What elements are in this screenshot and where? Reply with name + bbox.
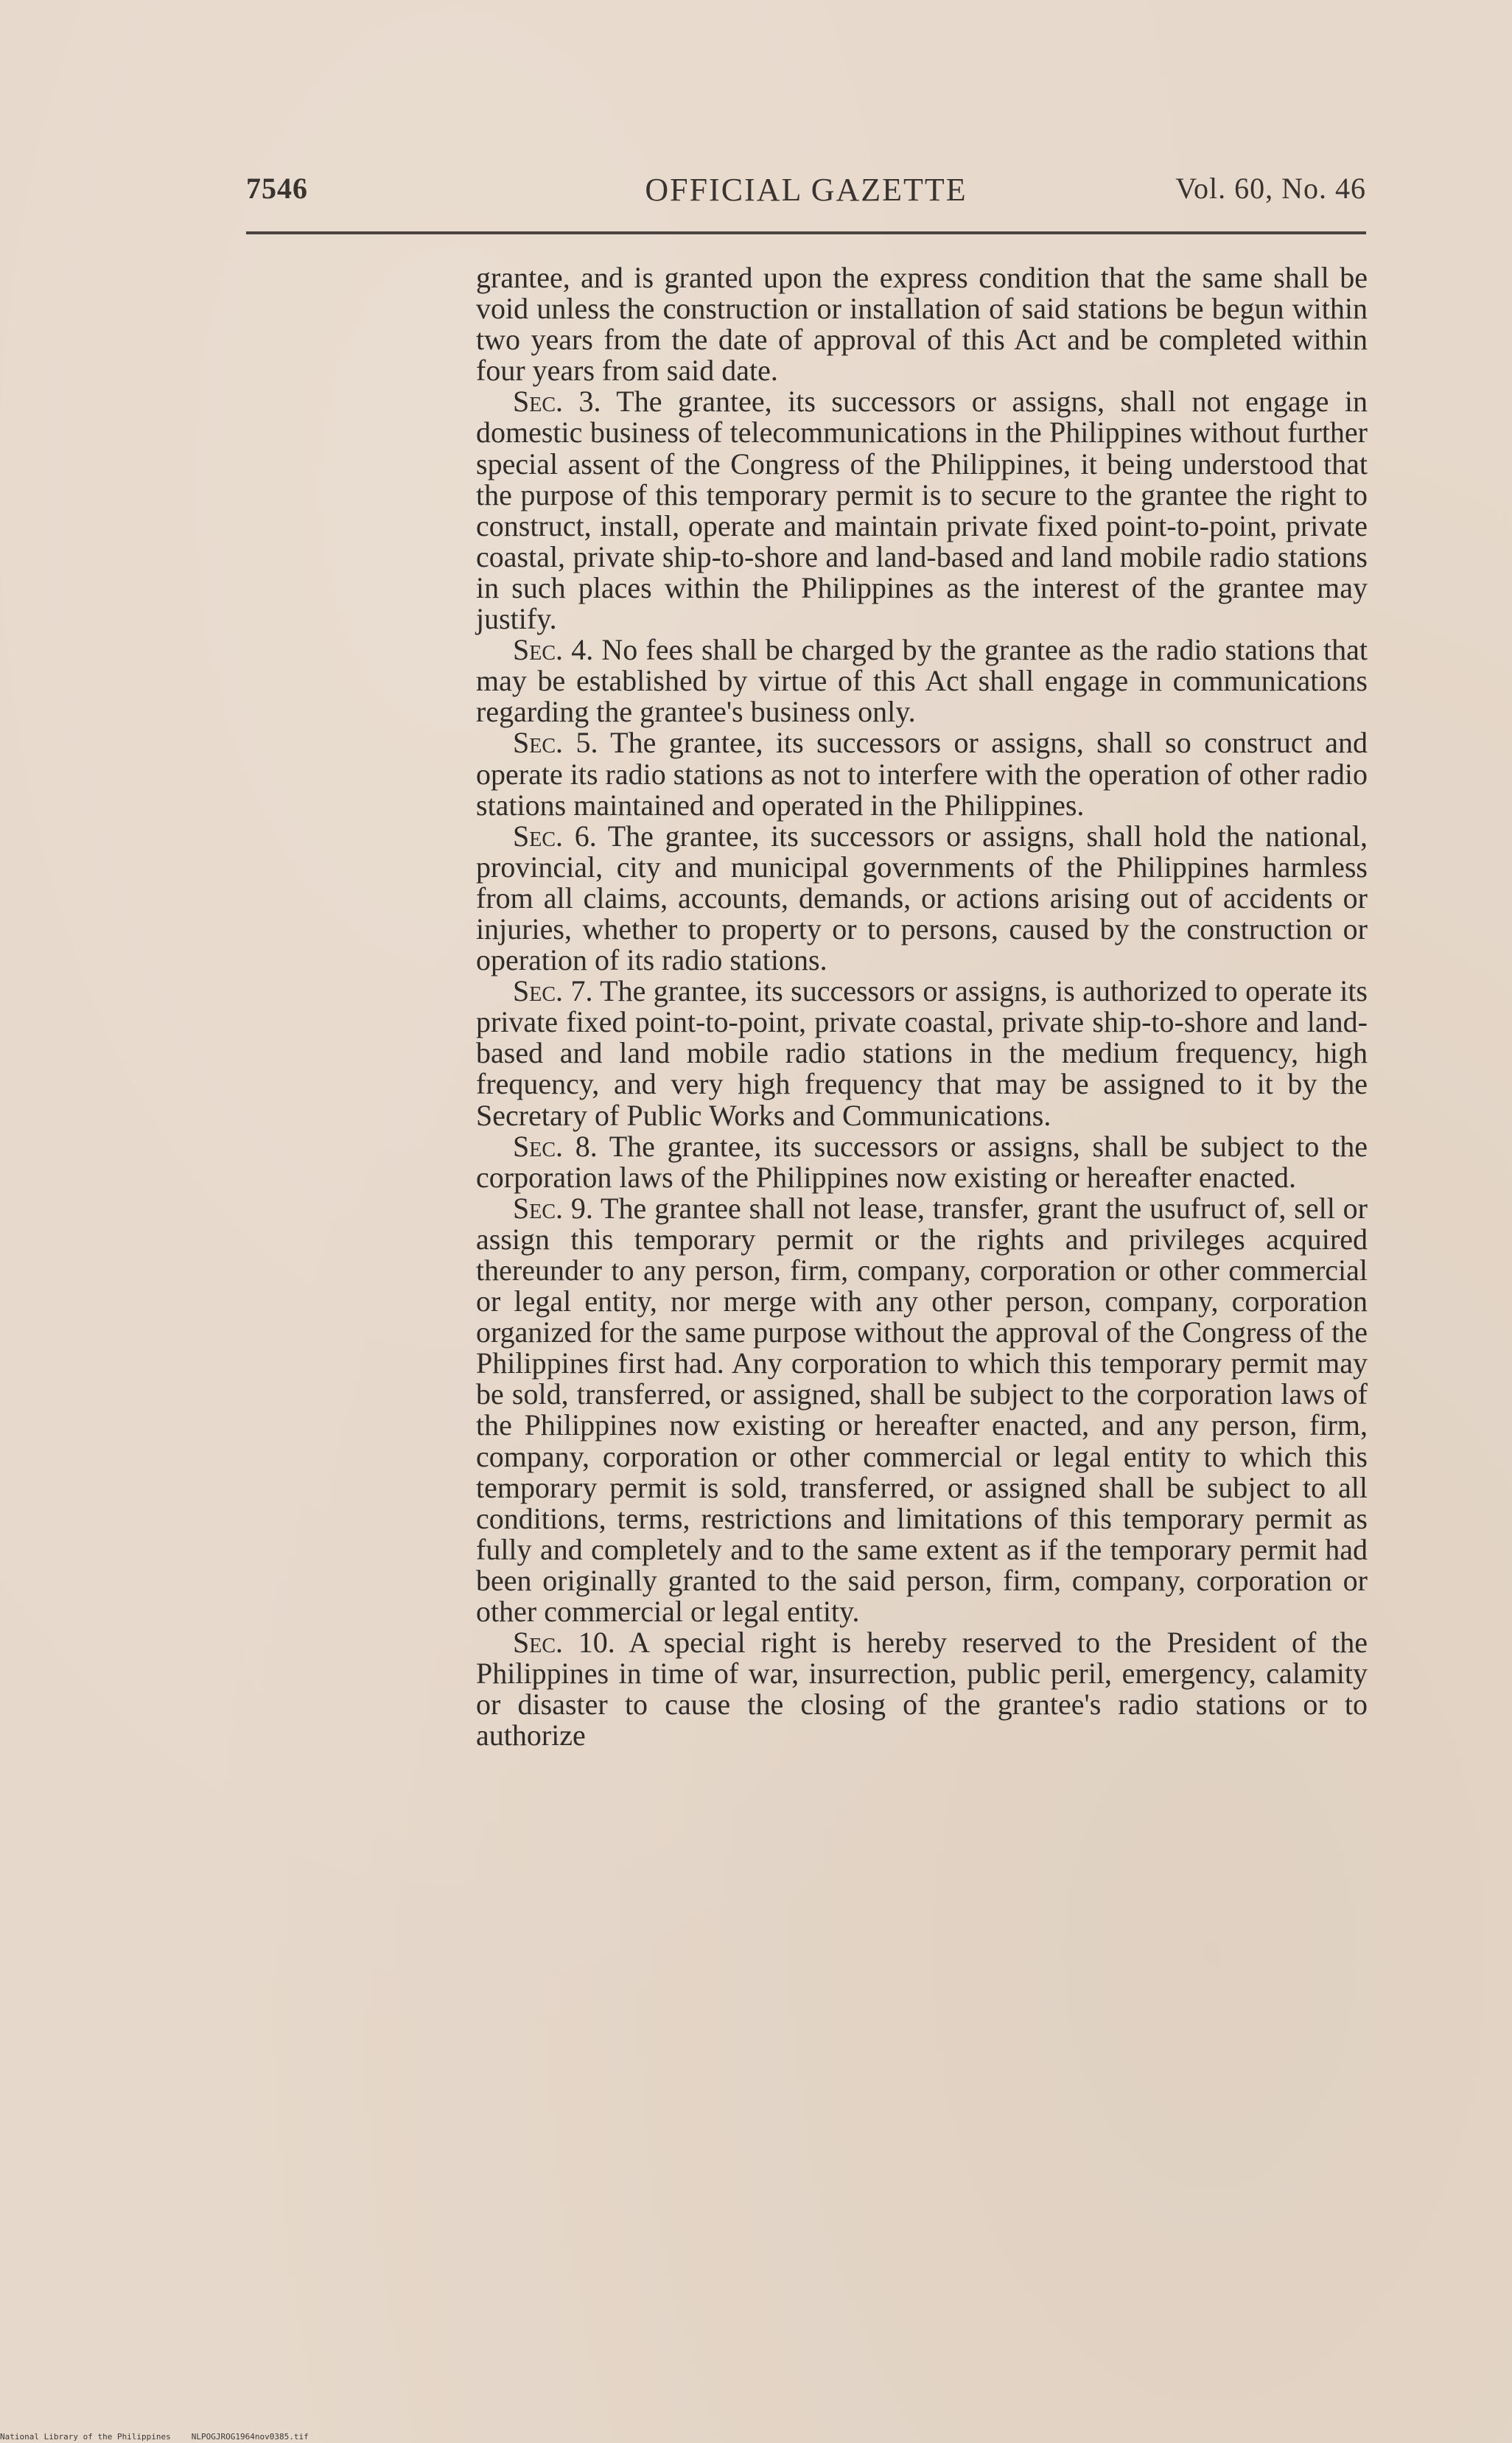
section-label: Sec. 5. — [513, 726, 598, 760]
continuation-paragraph: grantee, and is granted upon the express condition that the same shall be void unless the construction or installation of said stations be begun within two years from the date of approval of this Act and be completed within four years from said date. — [476, 261, 1368, 388]
section-label: Sec. 7. — [513, 974, 593, 1008]
section-label: Sec. 3. — [513, 385, 601, 419]
section-label: Sec. 8. — [513, 1129, 598, 1163]
volume-info: Vol. 60, No. 46 — [1175, 172, 1366, 205]
section-4 — [476, 635, 1368, 727]
header-rule — [246, 231, 1366, 234]
section-label: Sec. 9. — [513, 1191, 593, 1225]
section-text: The grantee, its successors or assigns, shall be subject to the corporation laws of the Philippines now existing or hereafter enacted. — [476, 1129, 1368, 1194]
section-text: The grantee, its successors or assigns, is authorized to operate its private fixed point-to-point, private coastal, private ship-to-shore and land-based and land mobile radio stations in the medium frequency, high frequency, and very high frequency that may be assigned to it by the Secretary of Public Works and Communications. — [476, 974, 1368, 1132]
section-label: Sec. 6. — [513, 819, 597, 853]
section-9 — [476, 1193, 1368, 1627]
section-label: Sec. 10. — [513, 1626, 615, 1660]
section-label: Sec. 4. — [513, 633, 594, 667]
page-header — [246, 171, 1366, 223]
section-text: A special right is hereby reserved to the President of the Philippines in time of war, insurrection, public peril, emergency, calamity or disaster to cause the closing of the grantee's radio stations or to authorize — [476, 1626, 1368, 1752]
section-5 — [476, 727, 1368, 820]
scan-footer — [0, 2432, 329, 2442]
section-text: No fees shall be charged by the grantee as the radio stations that may be established by virtue of this Act shall engage in communications regarding the grantee's business only. — [476, 633, 1368, 729]
section-8 — [476, 1131, 1368, 1193]
page-number: 7546 — [246, 172, 308, 205]
section-3 — [476, 386, 1368, 635]
section-text: The grantee, its successors or assigns, shall not engage in domestic business of telecommunications in the Philippines without further special assent of the Congress of the Philippines, it being understood that the purpose of this temporary permit is to secure to the grantee the right to construct, install, operate and maintain private fixed point-to-point, private coastal, private ship-to-shore and land-based and land mobile radio stations in such places within the Philippines as the interest of the grantee may justify. — [476, 385, 1368, 636]
section-7 — [476, 976, 1368, 1130]
section-text: The grantee, its successors or assigns, shall so construct and operate its radio stations as not to interfere with the operation of other radio stations maintained and operated in the Philippines. — [476, 726, 1368, 822]
scan-filename: NLPOGJROG1964nov0385.tif — [191, 2432, 309, 2442]
section-10 — [476, 1627, 1368, 1751]
document-body — [476, 262, 1368, 1752]
section-6 — [476, 821, 1368, 976]
publication-title: OFFICIAL GAZETTE — [645, 172, 967, 208]
section-text: The grantee shall not lease, transfer, grant the usufruct of, sell or assign this temporary permit or the rights and privileges acquired thereunder to any person, firm, company, corporation or other commercial or legal entity, nor merge with any other person, company, corporation organized for the same purpose without the approval of the Congress of the Philippines first had. Any corporation to which this temporary permit may be sold, transferred, or assigned, shall be subject to the corporation laws of the Philippines now existing or hereafter enacted, and any person, firm, company, corporation or other commercial or legal entity to which this temporary permit is sold, transferred, or assigned shall be subject to all conditions, terms, restrictions and limitations of this temporary permit as fully and completely and to the same extent as if the temporary permit had been originally granted to the said person, firm, company, corporation or other commercial or legal entity. — [476, 1191, 1368, 1629]
scan-source: National Library of the Philippines — [0, 2432, 171, 2442]
section-text: The grantee, its successors or assigns, shall hold the national, provincial, city and municipal governments of the Philippines harmless from all claims, accounts, demands, or actions arising out of accidents or injuries, whether to property or to persons, caused by the construction or operation of its radio stations. — [476, 819, 1368, 977]
